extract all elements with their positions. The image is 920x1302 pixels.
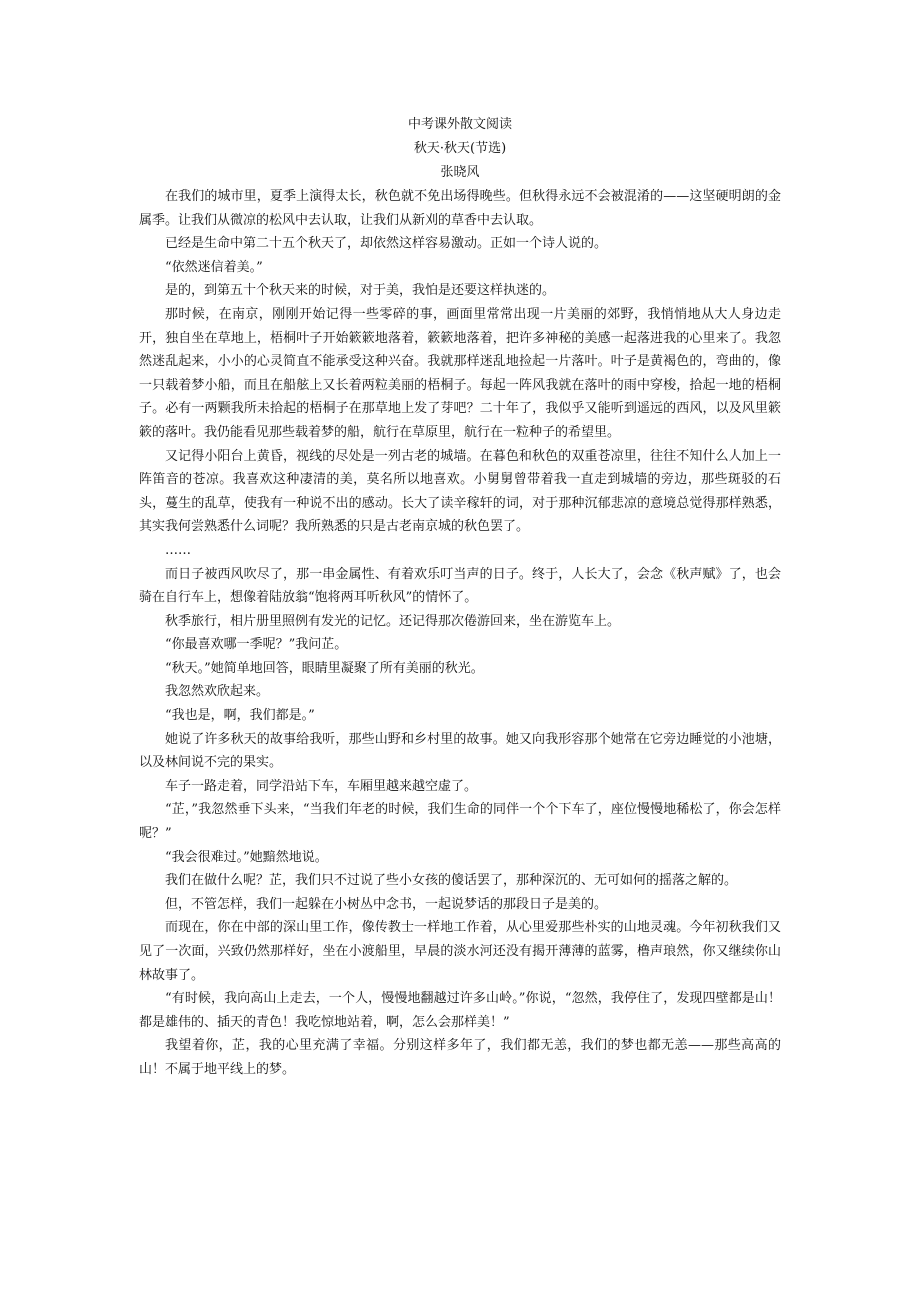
paragraph: “芷，”我忽然垂下头来，“当我们年老的时候，我们生命的同伴一个个下车了，座位慢慢地稀松了，你会怎样呢？” bbox=[139, 802, 781, 842]
paragraph: 已经是生命中第二十五个秋天了，却依然这样容易激动。正如一个诗人说的。 bbox=[165, 236, 608, 252]
exam-heading: 中考课外散文阅读 bbox=[407, 117, 512, 132]
paragraph: “依然迷信着美。” bbox=[165, 259, 263, 275]
paragraph: “有时候，我向高山上走去，一个人，慢慢地翻越过许多山岭。”你说，“忽然，我停住了，发现四壁都是山！都是雄伟的、插天的青色！我吃惊地站着，啊，怎么会那样美！” bbox=[139, 991, 781, 1030]
ellipsis-paragraph: …… bbox=[165, 542, 191, 558]
paragraph: 秋季旅行，相片册里照例有发光的记忆。还记得那次倦游回来，坐在游览车上。 bbox=[165, 613, 621, 629]
paragraph: “秋天。”她简单地回答，眼睛里凝聚了所有美丽的秋光。 bbox=[165, 660, 484, 676]
paragraph: “我也是，啊，我们都是。” bbox=[165, 708, 315, 724]
paragraph: 我忽然欢欣起来。 bbox=[165, 684, 270, 700]
paragraph: 在我们的城市里，夏季上演得太长，秋色就不免出场得晚些。但秋得永远不会被混淆的——这坚硬明朗的金属季。让我们从微凉的松风中去认取，让我们从新刈的草香中去认取。 bbox=[139, 189, 781, 228]
essay-title: 秋天·秋天(节选) bbox=[413, 141, 507, 156]
paragraph: 我们在做什么呢？芷，我们只不过说了些小女孩的傻话罢了，那种深沉的、无可如何的摇落之解的。 bbox=[165, 873, 738, 889]
paragraph: 而现在，你在中部的深山里工作，像传教士一样地工作着，从心里爱那些朴实的山地灵魂。今年初秋我们又见了一次面，兴致仍然那样好，坐在小渡船里，早晨的淡水河还没有揭开薄薄的蓝雾，橹声琅然，你又继续你山林故事了。 bbox=[139, 920, 781, 983]
title-block bbox=[139, 113, 781, 185]
paragraph: “你最喜欢哪一季呢？”我问芷。 bbox=[165, 637, 348, 653]
author-name: 张晓风 bbox=[440, 165, 480, 180]
paragraph: 又记得小阳台上黄昏，视线的尽处是一列古老的城墙。在暮色和秋色的双重苍凉里，往往不知什么人加上一阵笛音的苍凉。我喜欢这种凄清的美，莫名所以地喜欢。小舅舅曾带着我一直走到城墙的旁边，那些斑驳的石头，蔓生的乱草，使我有一种说不出的感动。长大了读辛稼轩的词，对于那种沉郁悲凉的意境总觉得那样熟悉，其实我何尝熟悉什么词呢？我所熟悉的只是古老南京城的秋色罢了。 bbox=[139, 448, 781, 535]
paragraph: 那时候，在南京，刚刚开始记得一些零碎的事，画面里常常出现一片美丽的郊野，我悄悄地从大人身边走开，独自坐在草地上，梧桐叶子开始簌簌地落着，簌簌地落着，把许多神秘的美感一起落进我的心里来了。我忽然迷乱起来，小小的心灵简直不能承受这种兴奋。我就那样迷乱地捡起一片落叶。叶子是黄褐色的，弯曲的，像一只载着梦小船，而且在船舷上又长着两粒美丽的梧桐子。每起一阵风我就在落叶的雨中穿梭，拾起一地的梧桐子。必有一两颗我所未拾起的梧桐子在那草地上发了芽吧？二十年了，我似乎又能听到遥远的西风，以及风里簌簌的落叶。我仍能看见那些载着梦的船，航行在草原里，航行在一粒种子的希望里。 bbox=[139, 306, 781, 440]
paragraph: 我望着你，芷，我的心里充满了幸福。分别这样多年了，我们都无恙，我们的梦也都无恙——那些高高的山！不属于地平线上的梦。 bbox=[139, 1038, 781, 1077]
paragraph: 车子一路走着，同学沿站下车，车厢里越来越空虚了。 bbox=[165, 778, 478, 794]
paragraph: 但，不管怎样，我们一起躲在小树丛中念书，一起说梦话的那段日子是美的。 bbox=[165, 896, 608, 912]
paragraph: 是的，到第五十个秋天来的时候，对于美，我怕是还要这样执迷的。 bbox=[165, 283, 556, 299]
paragraph: 而日子被西风吹尽了，那一串金属性、有着欢乐叮当声的日子。终于，人长大了，会念《秋声赋》了，也会骑在自行车上，想像着陆放翁“饱将两耳听秋风”的情怀了。 bbox=[139, 566, 781, 606]
paragraph: 她说了许多秋天的故事给我听，那些山野和乡村里的故事。她又向我形容那个她常在它旁边睡觉的小池塘，以及林间说不完的果实。 bbox=[139, 731, 781, 771]
document-body bbox=[139, 113, 781, 1082]
paragraph: “我会很难过。”她黯然地说。 bbox=[165, 849, 328, 865]
